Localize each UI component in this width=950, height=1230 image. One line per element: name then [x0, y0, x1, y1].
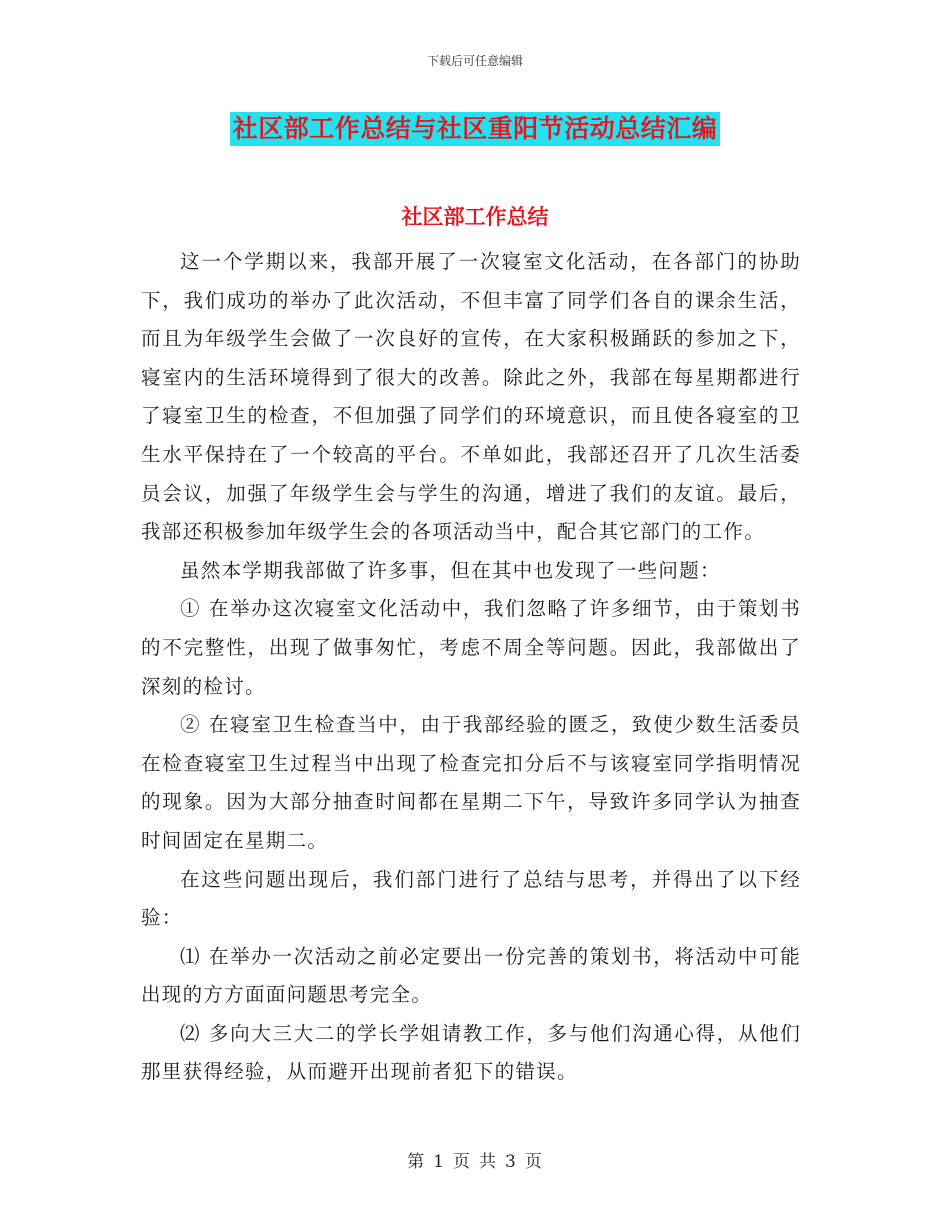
- paragraph: ① 在举办这次寝室文化活动中，我们忽略了许多细节，由于策划书的不完整性，出现了做事匆忙，考虑不周全等问题。因此，我部做出了深刻的检讨。: [141, 597, 801, 698]
- document-body: [141, 243, 801, 1092]
- paragraph: 这一个学期以来，我部开展了一次寝室文化活动，在各部门的协助下，我们成功的举办了此次活动，不但丰富了同学们各自的课余生活，而且为年级学生会做了一次良好的宣传，在大家积极踊跃的参加之下，寝室内的生活环境得到了很大的改善。除此之外，我部在每星期都进行了寝室卫生的检查，不但加强了同学们的环境意识，而且使各寝室的卫生水平保持在了一个较高的平台。不单如此，我部还召开了几次生活委员会议，加强了年级学生会与学生的沟通，增进了我们的友谊。最后，我部还积极参加年级学生会的各项活动当中，配合其它部门的工作。: [141, 250, 801, 544]
- footer-label-unit: 页: [453, 1152, 471, 1172]
- paragraph: ⑵ 多向大三大二的学长学姐请教工作，多与他们沟通心得，从他们那里获得经验，从而避开出现前者犯下的错误。: [141, 1021, 801, 1084]
- footer-label-unit2: 页: [524, 1152, 543, 1172]
- page-footer: [0, 1147, 950, 1172]
- title-block: [0, 112, 950, 146]
- section-heading: 社区部工作总结: [401, 204, 549, 229]
- header-note: 下载后可任意编辑: [426, 54, 523, 68]
- paragraph: 在这些问题出现后，我们部门进行了总结与思考，并得出了以下经验：: [141, 867, 801, 930]
- footer-total-pages: 3: [505, 1152, 517, 1172]
- footer-current-page: 1: [433, 1152, 445, 1172]
- paragraph: ② 在寝室卫生检查当中，由于我部经验的匮乏，致使少数生活委员在检查寝室卫生过程当中出现了检查完扣分后不与该寝室同学指明情况的现象。因为大部分抽查时间都在星期二下午，导致许多同学认为抽查时间固定在星期二。: [141, 713, 801, 852]
- paragraph: ⑴ 在举办一次活动之前必定要出一份完善的策划书，将活动中可能出现的方方面面问题思考完全。: [141, 944, 801, 1007]
- footer-label-page: 第: [407, 1152, 426, 1172]
- paragraph: 虽然本学期我部做了许多事，但在其中也发现了一些问题：: [180, 558, 721, 582]
- document-title: 社区部工作总结与社区重阳节活动总结汇编: [230, 112, 721, 146]
- footer-label-total: 共: [479, 1152, 497, 1172]
